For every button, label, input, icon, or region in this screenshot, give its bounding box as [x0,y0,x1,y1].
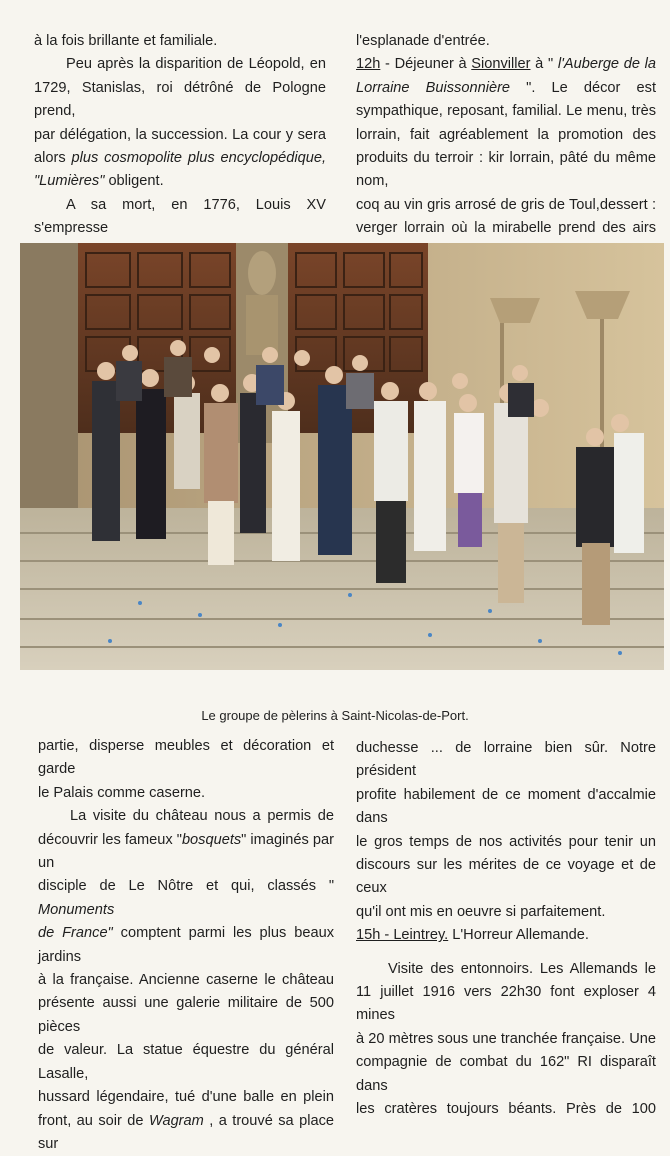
text-run: " imaginés par un [38,832,334,871]
paragraph-line: Peu après la disparition de Léopold, en [34,53,326,76]
text-run: - Déjeuner à [380,56,471,72]
paragraph-line: par délégation, la succession. La cour y sera [34,124,326,147]
text-run: comptent parmi les plus beaux jardins [38,925,334,964]
paragraph-line: sympathique, reposant, familial. Le menu, très [356,100,656,123]
paragraph-line [356,924,656,947]
paragraph-line: l'esplanade d'entrée. [356,30,656,53]
text-run: ". Le décor est [510,80,656,96]
italic-text: Wagram [149,1113,204,1129]
paragraph-line: coq au vin gris arrosé de gris de Toul,dessert : [356,194,656,217]
paragraph-line: lorrain, fait agréablement la promotion des [356,124,656,147]
paragraph-line: profite habilement de ce moment d'accalmie dans [356,784,656,831]
column-top-right [356,30,656,264]
text-run: L'Horreur Allemande. [448,927,589,943]
paragraph-line [38,1110,334,1156]
paragraph-line: le gros temps de nos activités pour tenir un [356,831,656,854]
italic-text: Lorraine Buissonnière [356,80,510,96]
paragraph-line: Visite des entonnoirs. Les Allemands le [356,958,656,981]
italic-text: "Lumières" [34,173,104,189]
paragraph-line: produits du terroir : kir lorrain, pâté du même nom, [356,147,656,194]
text-run: , a trouvé sa place sur [38,1113,334,1152]
text-run: obligent. [104,173,163,189]
paragraph-line: La visite du château nous a permis de [38,805,334,828]
paragraph-line: de valeur. La statue équestre du général Lasalle, [38,1039,334,1086]
paragraph-line: à la française. Ancienne caserne le château [38,969,334,992]
paragraph-line: discours sur les mérites de ce voyage et de ceux [356,854,656,901]
paragraph-line [356,77,656,100]
paragraph-line: à la fois brillante et familiale. [34,30,326,53]
paragraph-line: à 20 mètres sous une tranchée française. Une [356,1028,656,1051]
time-label: 15h - Leintrey. [356,927,448,943]
italic-text: bosquets [182,832,241,848]
paragraph-line: hussard légendaire, tué d'une balle en plein [38,1086,334,1109]
text-run: alors [34,150,72,166]
italic-text: plus cosmopolite plus encyclopédique, [72,150,327,166]
italic-text: de France" [38,925,113,941]
paragraph-line [34,170,326,193]
paragraph-line [356,53,656,76]
paragraph-line: partie, disperse meubles et décoration et garde [38,735,334,782]
paragraph-line: les cratères toujours béants. Près de 100 [356,1098,656,1121]
column-bottom-left [38,735,334,1156]
group-photo [20,243,664,670]
text-run: découvrir les fameux " [38,832,182,848]
paragraph-line [38,875,334,922]
paragraph-line: qu'il ont mis en oeuvre si parfaitement. [356,901,656,924]
paragraph-line: 1729, Stanislas, roi détrôné de Pologne prend, [34,77,326,124]
time-label: 12h [356,56,380,72]
photo-caption: Le groupe de pèlerins à Saint-Nicolas-de-Port. [0,708,670,723]
text-run: disciple de Le Nôtre et qui, classés " [38,878,334,894]
paragraph-line [38,829,334,876]
column-bottom-right [356,737,656,1122]
place-name: Sionviller [471,56,530,72]
paragraph-line [34,147,326,170]
text-run: à " [531,56,558,72]
paragraph-line: duchesse ... de lorraine bien sûr. Notre président [356,737,656,784]
paragraph-line: présente aussi une galerie militaire de 500 pièces [38,992,334,1039]
paragraph-line [38,922,334,969]
paragraph-line: le Palais comme caserne. [38,782,334,805]
paragraph-line: A sa mort, en 1776, Louis XV s'empresse [34,194,326,241]
italic-text: l'Auberge de la [558,56,656,72]
italic-text: Monuments [38,902,114,918]
paragraph-line: 11 juillet 1916 vers 22h30 font exploser 4 mines [356,981,656,1028]
paragraph-line: compagnie de combat du 162" RI disparaît dans [356,1051,656,1098]
paragraph-line: verger lorrain où la mirabelle prend des airs [356,217,656,264]
text-run: front, au soir de [38,1113,149,1129]
